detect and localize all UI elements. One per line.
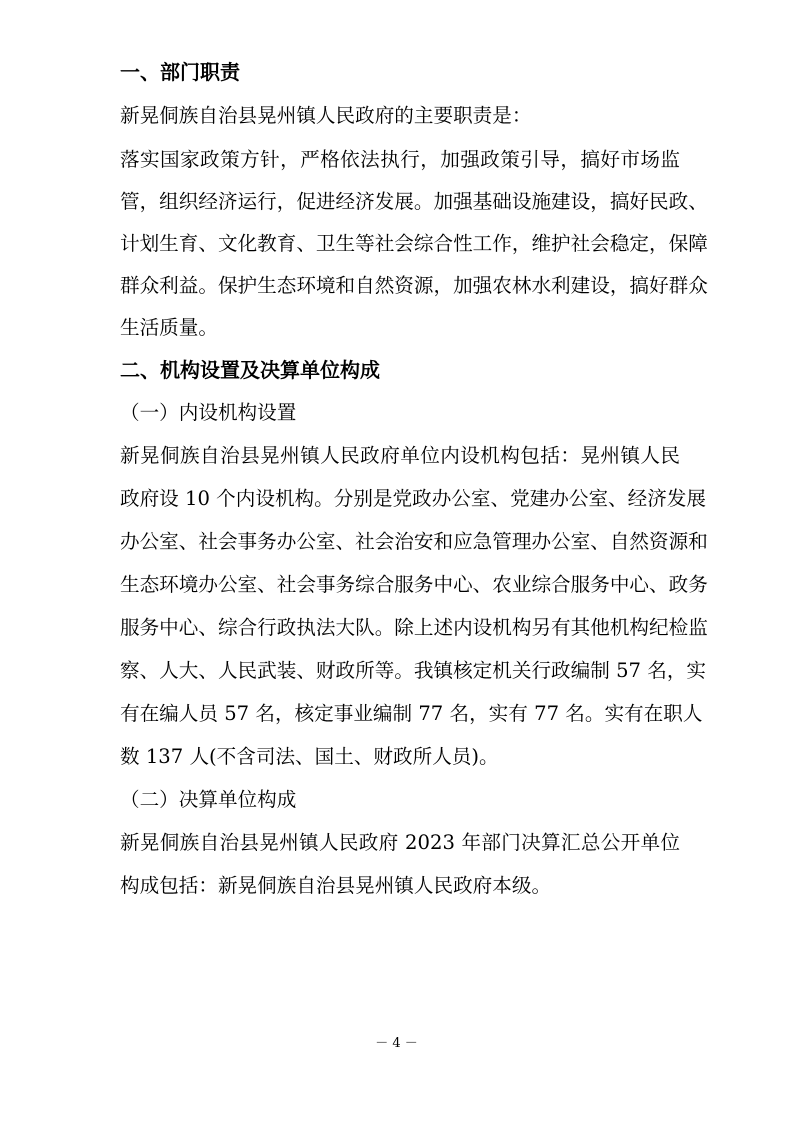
paragraph-line: 群众利益。保护生态环境和自然资源，加强农林水利建设，搞好群众 bbox=[120, 274, 708, 297]
paragraph-line: 构成包括：新晃侗族自治县晃州镇人民政府本级。 bbox=[120, 874, 552, 897]
paragraph-line: 计划生育、文化教育、卫生等社会综合性工作，维护社会稳定，保障 bbox=[120, 232, 708, 255]
subsection-heading-internal: （一）内设机构设置 bbox=[120, 401, 297, 424]
paragraph-line: 办公室、社会事务办公室、社会治安和应急管理办公室、自然资源和 bbox=[120, 530, 708, 553]
paragraph-line: 有在编人员 57 名，核定事业编制 77 名，实有 77 名。实有在职人 bbox=[120, 702, 703, 725]
paragraph-line: 新晃侗族自治县晃州镇人民政府的主要职责是： bbox=[120, 104, 532, 127]
subsection-heading-units: （二）决算单位构成 bbox=[120, 788, 297, 811]
paragraph-line: 政府设 10 个内设机构。分别是党政办公室、党建办公室、经济发展 bbox=[120, 487, 707, 510]
section-heading-organization: 二、机构设置及决算单位构成 bbox=[120, 358, 380, 382]
section-heading-duties: 一、部门职责 bbox=[120, 60, 240, 84]
paragraph-line: 新晃侗族自治县晃州镇人民政府 2023 年部门决算汇总公开单位 bbox=[120, 831, 680, 854]
paragraph-line: 数 137 人(不含司法、国土、财政所人员)。 bbox=[120, 745, 499, 768]
paragraph-line: 新晃侗族自治县晃州镇人民政府单位内设机构包括：晃州镇人民 bbox=[120, 444, 680, 467]
paragraph-line: 生态环境办公室、社会事务综合服务中心、农业综合服务中心、政务 bbox=[120, 573, 708, 596]
page-number: － 4 － bbox=[375, 1036, 418, 1051]
paragraph-line: 落实国家政策方针，严格依法执行，加强政策引导，搞好市场监 bbox=[120, 148, 680, 171]
paragraph-line: 服务中心、综合行政执法大队。除上述内设机构另有其他机构纪检监 bbox=[120, 616, 708, 639]
paragraph-line: 察、人大、人民武装、财政所等。我镇核定机关行政编制 57 名，实 bbox=[120, 659, 707, 682]
paragraph-line: 生活质量。 bbox=[120, 316, 218, 339]
paragraph-line: 管，组织经济运行，促进经济发展。加强基础设施建设，搞好民政、 bbox=[120, 190, 708, 213]
